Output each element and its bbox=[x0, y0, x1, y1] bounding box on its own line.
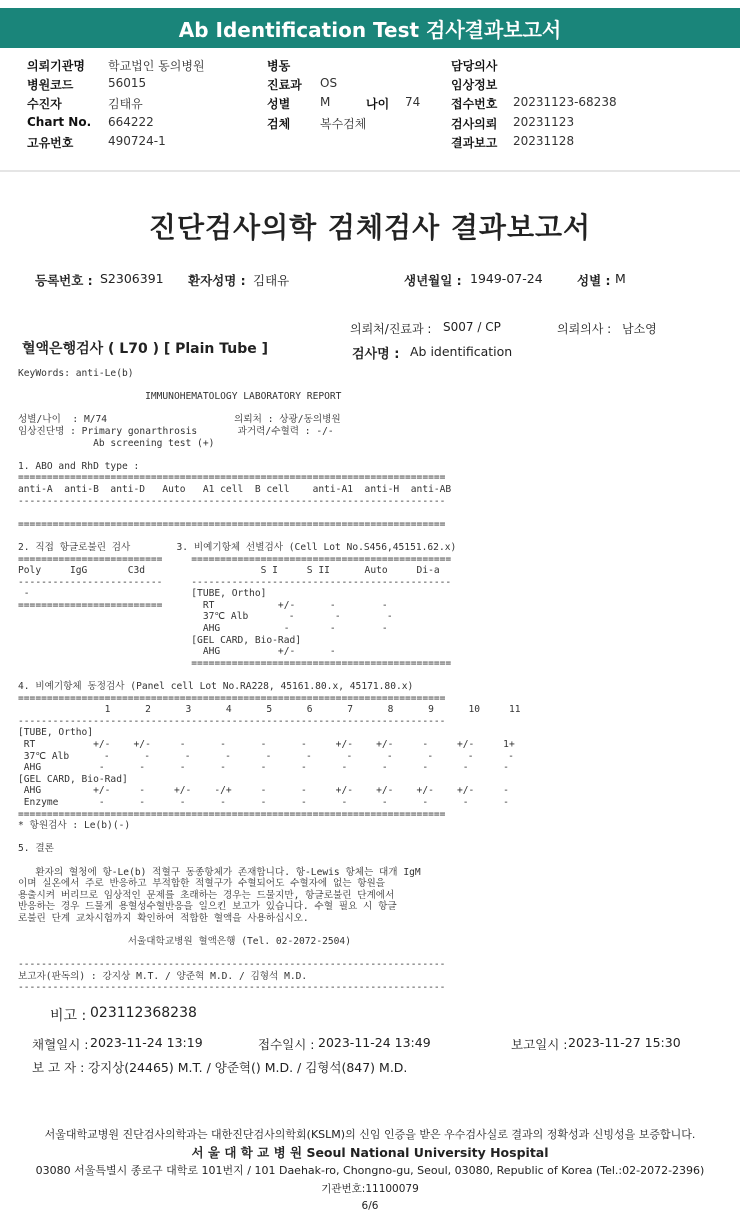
test-name-label: 검사명 : bbox=[352, 347, 400, 362]
hospital-code-label: 병원코드 bbox=[27, 78, 74, 92]
department-label: 진료과 bbox=[267, 78, 302, 92]
certification-note: 서울대학교병원 진단검사의학과는 대한진단검사의학회(KSLM)의 신임 인증을 받은 우수검사실로 결과의 정확성과 신빙성을 보증합니다. bbox=[44, 1128, 696, 1141]
document-title: 진단검사의학 검체검사 결과보고서 bbox=[148, 211, 592, 244]
chart-no-value: 664222 bbox=[108, 115, 154, 129]
collect-value: 2023-11-24 13:19 bbox=[90, 1035, 203, 1050]
lab-report-body: KeyWords: anti-Le(b) IMMUNOHEMATOLOGY LABORATORY REPORT 성별/나이 : M/74 의뢰처 : 상광/동의병원 임상진단명 : Primary gonarthrosis 과거력/수혈력 : -/- Ab screening test (+) 1. ABO and RhD type : ========================================================================== anti-A anti-B anti-D Auto A1 cell B cell anti-A1 anti-H anti-AB -------------------------------------------------------------------------- ========================================================================== 2. 직접 항글로불린 검사 3. 비예기항체 선별검사 (Cell Lot No.S456,45151.62.x) ========================= ============================================= Poly IgG C3d S I S II Auto Di-a ------------------------- --------------------------------------------- - [TUBE, Ortho] ========================= RT +/- - - 37℃ Alb - - - AHG - - - [GEL CARD, Bio-Rad] AHG +/- - ============================================= 4. 비예기항체 동정검사 (Panel cell Lot No.RA228, 45161.80.x, 45171.80.x) ========================================================================== 1 2 3 4 5 6 7 8 9 10 11 -------------------------------------------------------------------------- [TUBE, Ortho] RT +/- +/- - - - - +/- +/- - +/- 1+ 37℃ Alb - - - - - - - - - - - AHG - - - - - - - - - - - [GEL CARD, Bio-Rad] AHG +/- - +/- -/+ - - +/- +/- +/- +/- - Enzyme - - - - - - - - - - - ========================================================================== * 항원검사 : Le(b)(-) 5. 결론 환자의 혈청에 항-Le(b) 적혈구 동종항체가 존재합니다. 항-Lewis 항체는 대개 IgM 이며 실온에서 주로 반응하고 부적합한 적혈구가 수혈되어도 수혈자에 없는 항원을 용출시켜 버리므로 임상적인 문제를 초래하는 경우는 드물지만, 항글로불린 단계에서 반응하는 경우 드물게 용혈성수혈반응을 일으킨 보고가 있습니다. 수혈 필요 시 항글 로불린 단계 교차시험까지 확인하여 적합한 혈액을 사용하십시오. 서울대학교병원 혈액은행 (Tel. 02-2072-2504) -------------------------------------------------------------------------- 보고자(판독의) : 강지상 M.T. / 양준혁 M.D. / 김형석 M.D. -------------------------------------------------------------------------- bbox=[18, 368, 521, 994]
department-value: OS bbox=[320, 76, 338, 90]
result-date-label: 결과보고 bbox=[451, 136, 498, 150]
remark-label: 비고 : bbox=[50, 1008, 87, 1024]
ordering-doctor-value: 남소영 bbox=[622, 322, 657, 336]
age-label: 나이 bbox=[366, 97, 390, 111]
reporter-label: 보 고 자 : bbox=[32, 1060, 85, 1075]
ward-label: 병동 bbox=[267, 59, 291, 73]
unique-no-label: 고유번호 bbox=[27, 136, 74, 150]
reporter-value: 강지상(24465) M.T. / 양준혁() M.D. / 김형석(847) M.D. bbox=[88, 1060, 408, 1075]
page-number: 6/6 bbox=[361, 1200, 379, 1212]
hospital-value: 학교법인 동의병원 bbox=[108, 59, 205, 73]
report-banner: Ab Identification Test 검사결과보고서 bbox=[0, 8, 740, 48]
dob-label: 생년월일 : bbox=[404, 273, 462, 288]
receive-label: 접수일시 : bbox=[258, 1037, 315, 1052]
sex2-value: M bbox=[615, 271, 626, 286]
remark-value: 023112368238 bbox=[90, 1005, 197, 1021]
patient-name-value: 김태유 bbox=[253, 273, 290, 288]
reg-no-value: S2306391 bbox=[100, 271, 164, 286]
reg-no-label: 등록번호 : bbox=[35, 273, 93, 288]
report-time-label: 보고일시 : bbox=[511, 1037, 568, 1052]
dept-value: S007 / CP bbox=[443, 320, 501, 334]
specimen-label: 검체 bbox=[267, 117, 291, 131]
patient-value: 김태유 bbox=[108, 97, 143, 111]
clinical-info-label: 임상정보 bbox=[451, 78, 498, 92]
sex-value: M bbox=[320, 95, 331, 109]
result-date-value: 20231128 bbox=[513, 134, 575, 148]
report-time-value: 2023-11-27 15:30 bbox=[568, 1035, 681, 1050]
hospital-name: 서 울 대 학 교 병 원 Seoul National University Hospital bbox=[191, 1145, 549, 1160]
test-group: 혈액은행검사 ( L70 ) [ Plain Tube ] bbox=[22, 341, 269, 357]
accession-value: 20231123-68238 bbox=[513, 95, 617, 109]
doctor-label: 담당의사 bbox=[451, 59, 498, 73]
institution-number: 기관번호:11100079 bbox=[321, 1183, 419, 1195]
chart-no-label: Chart No. bbox=[27, 115, 92, 129]
patient-name-label: 환자성명 : bbox=[188, 273, 246, 288]
header-divider bbox=[0, 170, 740, 172]
request-date-label: 검사의뢰 bbox=[451, 117, 498, 131]
sex2-label: 성별 : bbox=[577, 273, 611, 288]
ordering-doctor-label: 의뢰의사 : bbox=[557, 322, 612, 336]
request-date-value: 20231123 bbox=[513, 115, 575, 129]
collect-label: 채혈일시 : bbox=[32, 1037, 89, 1052]
accession-label: 접수번호 bbox=[451, 97, 498, 111]
dob-value: 1949-07-24 bbox=[470, 271, 543, 286]
sex-label: 성별 bbox=[267, 97, 291, 111]
unique-no-value: 490724-1 bbox=[108, 134, 166, 148]
age-value: 74 bbox=[405, 95, 421, 109]
patient-label: 수진자 bbox=[27, 97, 62, 111]
hospital-code-value: 56015 bbox=[108, 76, 147, 90]
receive-value: 2023-11-24 13:49 bbox=[318, 1035, 431, 1050]
hospital-address: 03080 서울특별시 종로구 대학로 101번지 / 101 Daehak-ro, Chongno-gu, Seoul, 03080, Republic of Korea (Tel.:02-2072-2396) bbox=[35, 1164, 705, 1177]
hospital-label: 의뢰기관명 bbox=[27, 59, 85, 73]
test-name-value: Ab identification bbox=[410, 344, 513, 359]
specimen-value: 복수검체 bbox=[320, 117, 367, 131]
dept-label: 의뢰처/진료과 : bbox=[350, 322, 432, 336]
